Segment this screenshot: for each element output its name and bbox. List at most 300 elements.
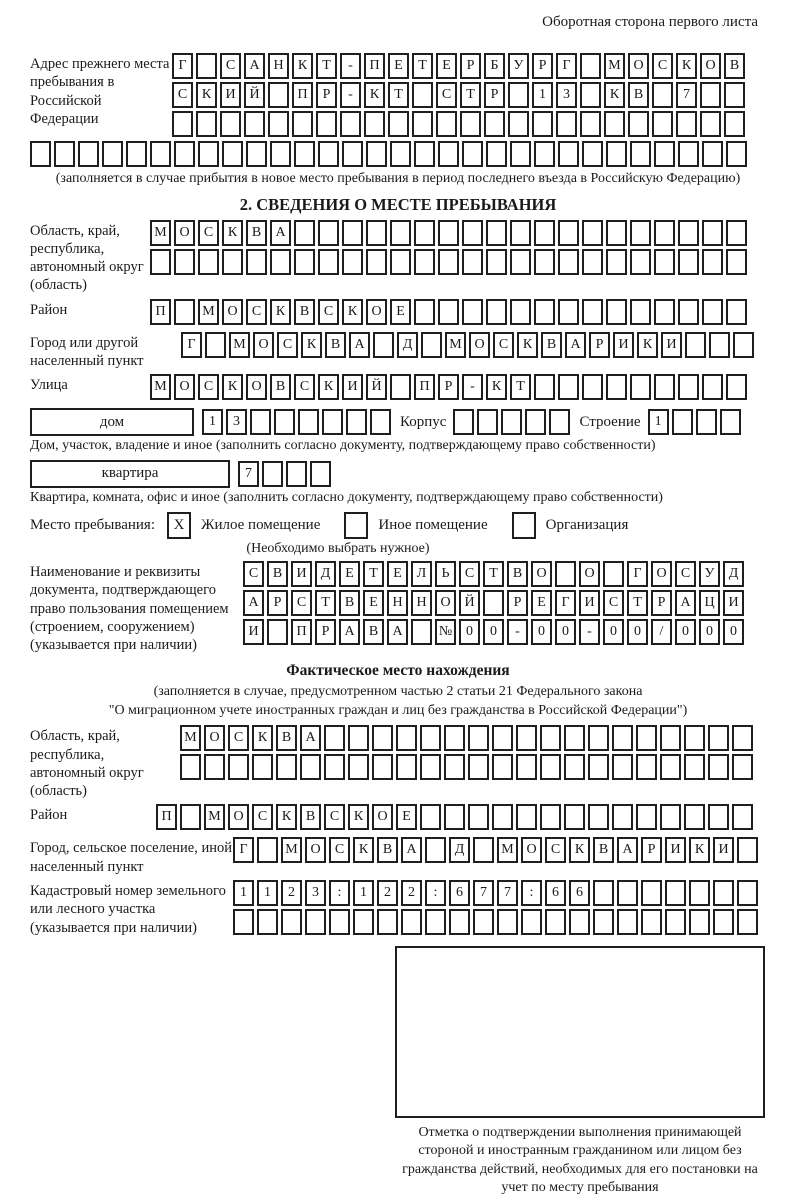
form-cell[interactable]: О	[469, 332, 490, 358]
form-cell[interactable]	[318, 141, 339, 167]
form-cell[interactable]	[412, 111, 433, 137]
form-cell[interactable]: О	[174, 220, 195, 246]
form-cell[interactable]: А	[401, 837, 422, 863]
form-cell[interactable]	[222, 249, 243, 275]
form-cell[interactable]	[346, 409, 367, 435]
form-cell[interactable]	[228, 754, 249, 780]
form-cell[interactable]	[257, 909, 278, 935]
form-cell[interactable]	[497, 909, 518, 935]
form-cell[interactable]	[412, 82, 433, 108]
form-cell[interactable]	[292, 111, 313, 137]
form-cell[interactable]	[558, 299, 579, 325]
form-cell[interactable]	[477, 409, 498, 435]
form-cell[interactable]	[678, 220, 699, 246]
form-cell[interactable]: К	[318, 374, 339, 400]
form-cell[interactable]	[726, 249, 747, 275]
form-cell[interactable]	[700, 111, 721, 137]
form-cell[interactable]: В	[541, 332, 562, 358]
form-cell[interactable]: Й	[366, 374, 387, 400]
form-cell[interactable]	[270, 141, 291, 167]
form-cell[interactable]	[582, 220, 603, 246]
form-cell[interactable]: В	[276, 725, 297, 751]
form-cell[interactable]	[604, 111, 625, 137]
form-cell[interactable]: Е	[339, 561, 360, 587]
form-cell[interactable]: А	[243, 590, 264, 616]
form-cell[interactable]	[174, 249, 195, 275]
form-cell[interactable]	[558, 141, 579, 167]
form-cell[interactable]	[174, 299, 195, 325]
form-cell[interactable]: Р	[460, 53, 481, 79]
form-cell[interactable]: М	[150, 220, 171, 246]
form-cell[interactable]	[364, 111, 385, 137]
form-cell[interactable]: 0	[699, 619, 720, 645]
form-cell[interactable]	[732, 804, 753, 830]
form-cell[interactable]	[196, 111, 217, 137]
form-cell[interactable]	[244, 111, 265, 137]
form-cell[interactable]: А	[300, 725, 321, 751]
form-cell[interactable]	[486, 141, 507, 167]
form-cell[interactable]: Р	[589, 332, 610, 358]
form-cell[interactable]: О	[174, 374, 195, 400]
form-cell[interactable]	[102, 141, 123, 167]
form-cell[interactable]: 3	[305, 880, 326, 906]
form-cell[interactable]	[438, 299, 459, 325]
form-cell[interactable]: 3	[226, 409, 247, 435]
form-cell[interactable]: Р	[484, 82, 505, 108]
form-cell[interactable]: 0	[483, 619, 504, 645]
form-cell[interactable]	[449, 909, 470, 935]
form-cell[interactable]	[473, 909, 494, 935]
form-cell[interactable]	[246, 249, 267, 275]
form-cell[interactable]: 1	[202, 409, 223, 435]
form-cell[interactable]: 0	[603, 619, 624, 645]
form-cell[interactable]: И	[342, 374, 363, 400]
checkbox-organization[interactable]	[512, 512, 536, 539]
form-cell[interactable]: Е	[388, 53, 409, 79]
form-cell[interactable]	[545, 909, 566, 935]
form-cell[interactable]: К	[292, 53, 313, 79]
form-cell[interactable]: И	[579, 590, 600, 616]
form-cell[interactable]	[628, 111, 649, 137]
form-cell[interactable]: Т	[483, 561, 504, 587]
form-cell[interactable]	[617, 880, 638, 906]
form-cell[interactable]: Ц	[699, 590, 720, 616]
form-cell[interactable]: П	[292, 82, 313, 108]
form-cell[interactable]	[252, 754, 273, 780]
form-cell[interactable]	[726, 374, 747, 400]
form-cell[interactable]	[702, 220, 723, 246]
form-cell[interactable]: О	[372, 804, 393, 830]
form-cell[interactable]: 0	[555, 619, 576, 645]
form-cell[interactable]	[606, 374, 627, 400]
form-cell[interactable]	[420, 754, 441, 780]
form-cell[interactable]: К	[276, 804, 297, 830]
form-cell[interactable]	[737, 909, 758, 935]
form-cell[interactable]: С	[172, 82, 193, 108]
form-cell[interactable]: 6	[545, 880, 566, 906]
form-cell[interactable]	[700, 82, 721, 108]
form-cell[interactable]: В	[507, 561, 528, 587]
form-cell[interactable]	[126, 141, 147, 167]
form-cell[interactable]	[390, 220, 411, 246]
form-cell[interactable]	[702, 141, 723, 167]
form-cell[interactable]	[696, 409, 717, 435]
form-cell[interactable]: Р	[651, 590, 672, 616]
form-cell[interactable]	[205, 332, 226, 358]
form-cell[interactable]: 0	[723, 619, 744, 645]
form-cell[interactable]	[636, 804, 657, 830]
form-cell[interactable]: Е	[396, 804, 417, 830]
form-cell[interactable]	[366, 220, 387, 246]
form-cell[interactable]: И	[220, 82, 241, 108]
form-cell[interactable]	[689, 909, 710, 935]
form-cell[interactable]	[462, 220, 483, 246]
form-cell[interactable]	[180, 754, 201, 780]
form-cell[interactable]	[220, 111, 241, 137]
form-cell[interactable]: -	[579, 619, 600, 645]
form-cell[interactable]	[468, 754, 489, 780]
form-cell[interactable]: В	[363, 619, 384, 645]
form-cell[interactable]	[534, 249, 555, 275]
form-cell[interactable]	[713, 909, 734, 935]
form-cell[interactable]: /	[651, 619, 672, 645]
form-cell[interactable]: В	[325, 332, 346, 358]
form-cell[interactable]	[702, 249, 723, 275]
form-cell[interactable]	[420, 725, 441, 751]
form-cell[interactable]	[556, 111, 577, 137]
form-cell[interactable]	[501, 409, 522, 435]
form-cell[interactable]: А	[387, 619, 408, 645]
form-cell[interactable]	[636, 754, 657, 780]
checkbox-residential[interactable]: X	[167, 512, 191, 539]
form-cell[interactable]	[678, 374, 699, 400]
form-cell[interactable]: С	[318, 299, 339, 325]
form-cell[interactable]	[603, 561, 624, 587]
checkbox-other-premises[interactable]	[344, 512, 368, 539]
form-cell[interactable]	[453, 409, 474, 435]
form-cell[interactable]: 3	[556, 82, 577, 108]
form-cell[interactable]	[606, 220, 627, 246]
form-cell[interactable]	[198, 249, 219, 275]
form-cell[interactable]	[582, 141, 603, 167]
form-cell[interactable]	[708, 754, 729, 780]
form-cell[interactable]: К	[222, 374, 243, 400]
form-cell[interactable]	[276, 754, 297, 780]
form-cell[interactable]	[421, 332, 442, 358]
form-cell[interactable]: Г	[627, 561, 648, 587]
form-cell[interactable]: К	[637, 332, 658, 358]
form-cell[interactable]	[340, 111, 361, 137]
form-cell[interactable]: 2	[377, 880, 398, 906]
form-cell[interactable]	[684, 754, 705, 780]
form-cell[interactable]: Д	[397, 332, 418, 358]
form-cell[interactable]: К	[689, 837, 710, 863]
form-cell[interactable]: К	[604, 82, 625, 108]
form-cell[interactable]	[558, 374, 579, 400]
form-cell[interactable]	[468, 725, 489, 751]
form-cell[interactable]: №	[435, 619, 456, 645]
form-cell[interactable]: П	[156, 804, 177, 830]
form-cell[interactable]	[580, 111, 601, 137]
form-cell[interactable]	[310, 461, 331, 487]
form-cell[interactable]	[540, 725, 561, 751]
form-cell[interactable]	[483, 590, 504, 616]
form-cell[interactable]	[510, 249, 531, 275]
form-cell[interactable]: -	[340, 82, 361, 108]
form-cell[interactable]: И	[713, 837, 734, 863]
form-cell[interactable]: Д	[449, 837, 470, 863]
house-type-box[interactable]: дом	[30, 408, 194, 436]
form-cell[interactable]: С	[291, 590, 312, 616]
form-cell[interactable]	[462, 141, 483, 167]
form-cell[interactable]: 1	[532, 82, 553, 108]
form-cell[interactable]	[689, 880, 710, 906]
form-cell[interactable]: О	[305, 837, 326, 863]
form-cell[interactable]	[606, 141, 627, 167]
form-cell[interactable]	[414, 249, 435, 275]
form-cell[interactable]	[510, 220, 531, 246]
form-cell[interactable]	[180, 804, 201, 830]
form-cell[interactable]: А	[349, 332, 370, 358]
form-cell[interactable]: П	[364, 53, 385, 79]
form-cell[interactable]	[569, 909, 590, 935]
form-cell[interactable]	[267, 619, 288, 645]
form-cell[interactable]	[508, 82, 529, 108]
form-cell[interactable]	[329, 909, 350, 935]
form-cell[interactable]: К	[353, 837, 374, 863]
form-cell[interactable]: 7	[676, 82, 697, 108]
form-cell[interactable]: С	[652, 53, 673, 79]
form-cell[interactable]: Т	[412, 53, 433, 79]
form-cell[interactable]: Г	[555, 590, 576, 616]
form-cell[interactable]	[582, 299, 603, 325]
form-cell[interactable]: М	[604, 53, 625, 79]
form-cell[interactable]: В	[270, 374, 291, 400]
form-cell[interactable]	[617, 909, 638, 935]
form-cell[interactable]	[630, 220, 651, 246]
form-cell[interactable]	[654, 249, 675, 275]
form-cell[interactable]: С	[324, 804, 345, 830]
form-cell[interactable]: И	[665, 837, 686, 863]
form-cell[interactable]	[401, 909, 422, 935]
form-cell[interactable]	[342, 141, 363, 167]
form-cell[interactable]: 6	[569, 880, 590, 906]
form-cell[interactable]	[580, 82, 601, 108]
form-cell[interactable]: С	[220, 53, 241, 79]
form-cell[interactable]	[486, 220, 507, 246]
form-cell[interactable]: -	[507, 619, 528, 645]
form-cell[interactable]	[580, 53, 601, 79]
form-cell[interactable]	[373, 332, 394, 358]
form-cell[interactable]	[532, 111, 553, 137]
form-cell[interactable]	[516, 754, 537, 780]
form-cell[interactable]: Е	[363, 590, 384, 616]
form-cell[interactable]: И	[243, 619, 264, 645]
form-cell[interactable]	[414, 141, 435, 167]
form-cell[interactable]	[641, 909, 662, 935]
form-cell[interactable]: М	[281, 837, 302, 863]
form-cell[interactable]: Н	[268, 53, 289, 79]
form-cell[interactable]: М	[204, 804, 225, 830]
form-cell[interactable]: О	[204, 725, 225, 751]
form-cell[interactable]	[558, 220, 579, 246]
form-cell[interactable]: М	[150, 374, 171, 400]
form-cell[interactable]: С	[436, 82, 457, 108]
form-cell[interactable]: Р	[267, 590, 288, 616]
form-cell[interactable]: Т	[363, 561, 384, 587]
form-cell[interactable]	[654, 220, 675, 246]
form-cell[interactable]	[612, 725, 633, 751]
form-cell[interactable]	[460, 111, 481, 137]
form-cell[interactable]: :	[425, 880, 446, 906]
form-cell[interactable]: И	[723, 590, 744, 616]
form-cell[interactable]	[370, 409, 391, 435]
form-cell[interactable]	[492, 804, 513, 830]
form-cell[interactable]: И	[291, 561, 312, 587]
form-cell[interactable]	[270, 249, 291, 275]
form-cell[interactable]: Й	[459, 590, 480, 616]
form-cell[interactable]	[654, 374, 675, 400]
form-cell[interactable]: Т	[388, 82, 409, 108]
form-cell[interactable]	[593, 880, 614, 906]
form-cell[interactable]: С	[675, 561, 696, 587]
form-cell[interactable]: Й	[244, 82, 265, 108]
form-cell[interactable]: Г	[181, 332, 202, 358]
form-cell[interactable]	[678, 141, 699, 167]
form-cell[interactable]: В	[724, 53, 745, 79]
form-cell[interactable]: К	[517, 332, 538, 358]
form-cell[interactable]	[30, 141, 51, 167]
form-cell[interactable]	[726, 299, 747, 325]
form-cell[interactable]	[702, 299, 723, 325]
form-cell[interactable]	[534, 141, 555, 167]
form-cell[interactable]: О	[579, 561, 600, 587]
form-cell[interactable]	[508, 111, 529, 137]
form-cell[interactable]	[660, 804, 681, 830]
form-cell[interactable]	[660, 754, 681, 780]
form-cell[interactable]	[366, 141, 387, 167]
form-cell[interactable]	[425, 909, 446, 935]
form-cell[interactable]: В	[377, 837, 398, 863]
form-cell[interactable]	[724, 82, 745, 108]
form-cell[interactable]	[564, 754, 585, 780]
form-cell[interactable]: Г	[233, 837, 254, 863]
form-cell[interactable]: 1	[257, 880, 278, 906]
form-cell[interactable]	[348, 754, 369, 780]
form-cell[interactable]	[534, 374, 555, 400]
form-cell[interactable]	[174, 141, 195, 167]
form-cell[interactable]: О	[228, 804, 249, 830]
form-cell[interactable]: -	[462, 374, 483, 400]
form-cell[interactable]: О	[651, 561, 672, 587]
form-cell[interactable]: :	[329, 880, 350, 906]
form-cell[interactable]: 2	[281, 880, 302, 906]
form-cell[interactable]	[246, 141, 267, 167]
form-cell[interactable]: О	[253, 332, 274, 358]
form-cell[interactable]	[411, 619, 432, 645]
form-cell[interactable]	[630, 141, 651, 167]
form-cell[interactable]	[372, 754, 393, 780]
form-cell[interactable]	[444, 754, 465, 780]
form-cell[interactable]: К	[222, 220, 243, 246]
form-cell[interactable]: Т	[316, 53, 337, 79]
form-cell[interactable]: Т	[315, 590, 336, 616]
form-cell[interactable]: К	[252, 725, 273, 751]
form-cell[interactable]	[222, 141, 243, 167]
form-cell[interactable]	[684, 725, 705, 751]
form-cell[interactable]	[438, 141, 459, 167]
form-cell[interactable]	[606, 249, 627, 275]
form-cell[interactable]	[372, 725, 393, 751]
form-cell[interactable]	[150, 249, 171, 275]
form-cell[interactable]: Е	[531, 590, 552, 616]
form-cell[interactable]	[473, 837, 494, 863]
form-cell[interactable]	[549, 409, 570, 435]
form-cell[interactable]	[342, 220, 363, 246]
form-cell[interactable]: М	[198, 299, 219, 325]
form-cell[interactable]	[582, 374, 603, 400]
form-cell[interactable]: С	[603, 590, 624, 616]
form-cell[interactable]: Н	[387, 590, 408, 616]
form-cell[interactable]	[257, 837, 278, 863]
form-cell[interactable]	[414, 220, 435, 246]
form-cell[interactable]	[486, 249, 507, 275]
form-cell[interactable]	[305, 909, 326, 935]
form-cell[interactable]: О	[531, 561, 552, 587]
form-cell[interactable]	[636, 725, 657, 751]
form-cell[interactable]: С	[243, 561, 264, 587]
form-cell[interactable]	[564, 804, 585, 830]
form-cell[interactable]: 1	[353, 880, 374, 906]
form-cell[interactable]: П	[150, 299, 171, 325]
form-cell[interactable]	[709, 332, 730, 358]
form-cell[interactable]: 0	[627, 619, 648, 645]
form-cell[interactable]	[737, 837, 758, 863]
form-cell[interactable]: П	[414, 374, 435, 400]
form-cell[interactable]	[660, 725, 681, 751]
form-cell[interactable]: Г	[172, 53, 193, 79]
form-cell[interactable]	[438, 220, 459, 246]
form-cell[interactable]: М	[497, 837, 518, 863]
form-cell[interactable]	[420, 804, 441, 830]
form-cell[interactable]: 7	[238, 461, 259, 487]
form-cell[interactable]: С	[198, 374, 219, 400]
form-cell[interactable]: С	[459, 561, 480, 587]
form-cell[interactable]: 0	[531, 619, 552, 645]
form-cell[interactable]: К	[486, 374, 507, 400]
form-cell[interactable]	[708, 804, 729, 830]
form-cell[interactable]	[444, 804, 465, 830]
form-cell[interactable]	[720, 409, 741, 435]
form-cell[interactable]	[262, 461, 283, 487]
form-cell[interactable]	[652, 111, 673, 137]
form-cell[interactable]: Р	[532, 53, 553, 79]
form-cell[interactable]	[342, 249, 363, 275]
form-cell[interactable]: У	[508, 53, 529, 79]
form-cell[interactable]: О	[222, 299, 243, 325]
form-cell[interactable]	[612, 804, 633, 830]
form-cell[interactable]: 7	[473, 880, 494, 906]
form-cell[interactable]	[414, 299, 435, 325]
form-cell[interactable]	[318, 249, 339, 275]
form-cell[interactable]	[486, 299, 507, 325]
form-cell[interactable]	[510, 299, 531, 325]
form-cell[interactable]	[630, 299, 651, 325]
form-cell[interactable]: С	[277, 332, 298, 358]
form-cell[interactable]	[724, 111, 745, 137]
form-cell[interactable]	[593, 909, 614, 935]
form-cell[interactable]	[726, 220, 747, 246]
